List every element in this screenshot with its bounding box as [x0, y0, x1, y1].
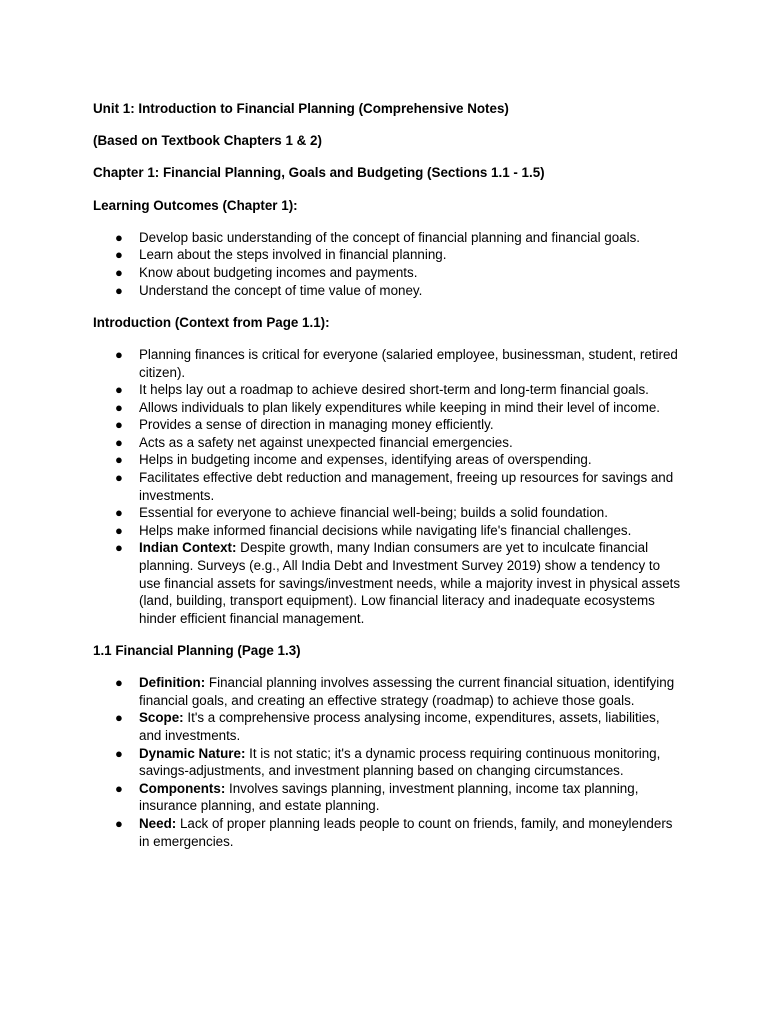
list-item-text: Understand the concept of time value of money. [139, 282, 423, 298]
section-1-1-heading: 1.1 Financial Planning (Page 1.3) [93, 643, 301, 658]
term-text: Financial planning involves assessing the current financial situation, identifying financial goals, and creating an effective strategy (roadmap) to achieve those goals. [139, 675, 675, 708]
list-item [93, 229, 683, 247]
list-item [93, 346, 683, 381]
term-label: Dynamic Nature: [139, 745, 246, 761]
indian-context-text: Despite growth, many Indian consumers are yet to inculcate financial planning. Surveys (e.g., All India Debt and Investment Survey 2019) show a tendency to use financial assets for savings/investment needs, while a majority invest in physical assets (land, building, transport equipment). Low financial literacy and inadequate ecosystems hinder efficient financial management. [139, 540, 681, 626]
list-item [93, 469, 683, 504]
term-text: Involves savings planning, investment planning, income tax planning, insurance planning, and estate planning. [139, 780, 639, 814]
term-label: Scope: [139, 710, 184, 726]
chapter-heading: Chapter 1: Financial Planning, Goals and Budgeting (Sections 1.1 - 1.5) [93, 165, 545, 181]
bullet-icon: ● [115, 780, 123, 796]
list-item [93, 381, 683, 399]
list-item-text: Helps make informed financial decisions while navigating life's financial challenges. [139, 522, 632, 538]
indian-context-label: Indian Context: [139, 540, 237, 556]
bullet-icon: ● [115, 470, 123, 486]
bullet-icon: ● [115, 399, 123, 415]
bullet-icon: ● [115, 282, 123, 298]
learning-outcomes-list [93, 229, 683, 299]
bullet-icon: ● [115, 540, 123, 556]
list-item-components [93, 780, 683, 815]
list-item-indian-context [93, 539, 683, 627]
document-page [93, 100, 683, 865]
bullet-icon: ● [115, 745, 123, 761]
list-item [93, 246, 683, 264]
list-item-text: Provides a sense of direction in managing money efficiently. [139, 417, 494, 433]
term-text: It is not static; it's a dynamic process requiring continuous monitoring, savings-adjustments, and investment planning based on changing circumstances. [139, 745, 661, 779]
list-item [93, 399, 683, 417]
bullet-icon: ● [115, 815, 123, 831]
list-item-dynamic-nature [93, 745, 683, 780]
introduction-list [93, 346, 683, 628]
term-label: Need: [139, 815, 177, 831]
bullet-icon: ● [115, 505, 123, 521]
list-item [93, 416, 683, 434]
list-item-text: Helps in budgeting income and expenses, identifying areas of overspending. [139, 452, 592, 468]
bullet-icon: ● [115, 675, 123, 691]
list-item-text: Planning finances is critical for everyone (salaried employee, businessman, student, retired citizen). [139, 346, 678, 380]
list-item-text: Allows individuals to plan likely expenditures while keeping in mind their level of income. [139, 399, 661, 415]
list-item-scope [93, 709, 683, 744]
bullet-icon: ● [115, 522, 123, 538]
bullet-icon: ● [115, 452, 123, 468]
bullet-icon: ● [115, 264, 123, 280]
list-item-text: Essential for everyone to achieve financial well-being; builds a solid foundation. [139, 505, 608, 521]
bullet-icon: ● [115, 417, 123, 433]
bullet-icon: ● [115, 382, 123, 398]
document-basis: (Based on Textbook Chapters 1 & 2) [93, 133, 322, 149]
term-text: Lack of proper planning leads people to count on friends, family, and moneylenders in emergencies. [139, 815, 673, 849]
list-item-definition [93, 674, 683, 709]
list-item [93, 264, 683, 282]
list-item-text: Learn about the steps involved in financial planning. [139, 247, 447, 263]
list-item-text: It helps lay out a roadmap to achieve desired short-term and long-term financial goals. [139, 382, 649, 398]
list-item [93, 522, 683, 540]
list-item-need [93, 815, 683, 850]
bullet-icon: ● [115, 247, 123, 263]
term-label: Components: [139, 780, 226, 796]
list-item-text: Develop basic understanding of the concept of financial planning and financial goals. [139, 229, 641, 245]
list-item [93, 504, 683, 522]
list-item-text: Acts as a safety net against unexpected financial emergencies. [139, 434, 513, 450]
term-label: Definition: [139, 675, 206, 691]
list-item-text: Facilitates effective debt reduction and management, freeing up resources for savings and investments. [139, 470, 674, 503]
learning-outcomes-heading: Learning Outcomes (Chapter 1): [93, 197, 298, 213]
term-text: It's a comprehensive process analysing income, expenditures, assets, liabilities, and investments. [139, 710, 660, 743]
introduction-heading: Introduction (Context from Page 1.1): [93, 314, 330, 330]
bullet-icon: ● [115, 710, 123, 726]
list-item [93, 451, 683, 469]
bullet-icon: ● [115, 229, 123, 245]
bullet-icon: ● [115, 434, 123, 450]
list-item-text: Know about budgeting incomes and payments. [139, 264, 418, 280]
section-1-1-list [93, 674, 683, 850]
list-item [93, 434, 683, 452]
document-title: Unit 1: Introduction to Financial Planning (Comprehensive Notes) [93, 101, 509, 116]
list-item [93, 282, 683, 300]
bullet-icon: ● [115, 346, 123, 362]
